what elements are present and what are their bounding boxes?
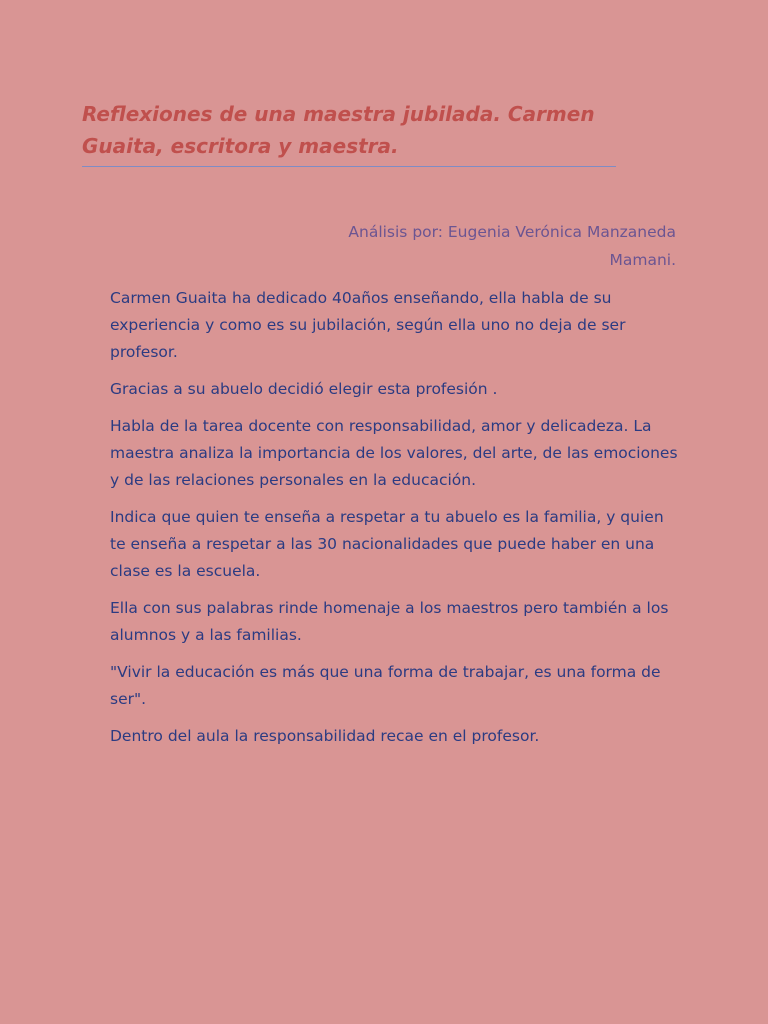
paragraph: "Vivir la educación es más que una forma de trabajar, es una forma de ser". — [110, 663, 661, 708]
paragraph: Habla de la tarea docente con responsabilidad, amor y delicadeza. La maestra analiza la importancia de los valores, del arte, de las emociones y de las relaciones personales en la educación. — [110, 417, 678, 489]
document-body — [110, 285, 680, 760]
paragraph: Carmen Guaita ha dedicado 40años enseñando, ella habla de su experiencia y como es su jubilación, según ella uno no deja de ser profesor. — [110, 289, 626, 361]
title-underline — [82, 166, 616, 167]
paragraph: Gracias a su abuelo decidió elegir esta profesión . — [110, 380, 498, 398]
author-line: Análisis por: Eugenia Verónica Manzaneda Mamani. — [348, 223, 676, 269]
paragraph: Indica que quien te enseña a respetar a tu abuelo es la familia, y quien te enseña a respetar a las 30 nacionalidades que puede haber en una clase es la escuela. — [110, 508, 664, 580]
document-title: Reflexiones de una maestra jubilada. Carmen Guaita, escritora y maestra. — [82, 102, 595, 158]
paragraph: Ella con sus palabras rinde homenaje a los maestros pero también a los alumnos y a las familias. — [110, 599, 669, 644]
paragraph: Dentro del aula la responsabilidad recae en el profesor. — [110, 727, 540, 745]
